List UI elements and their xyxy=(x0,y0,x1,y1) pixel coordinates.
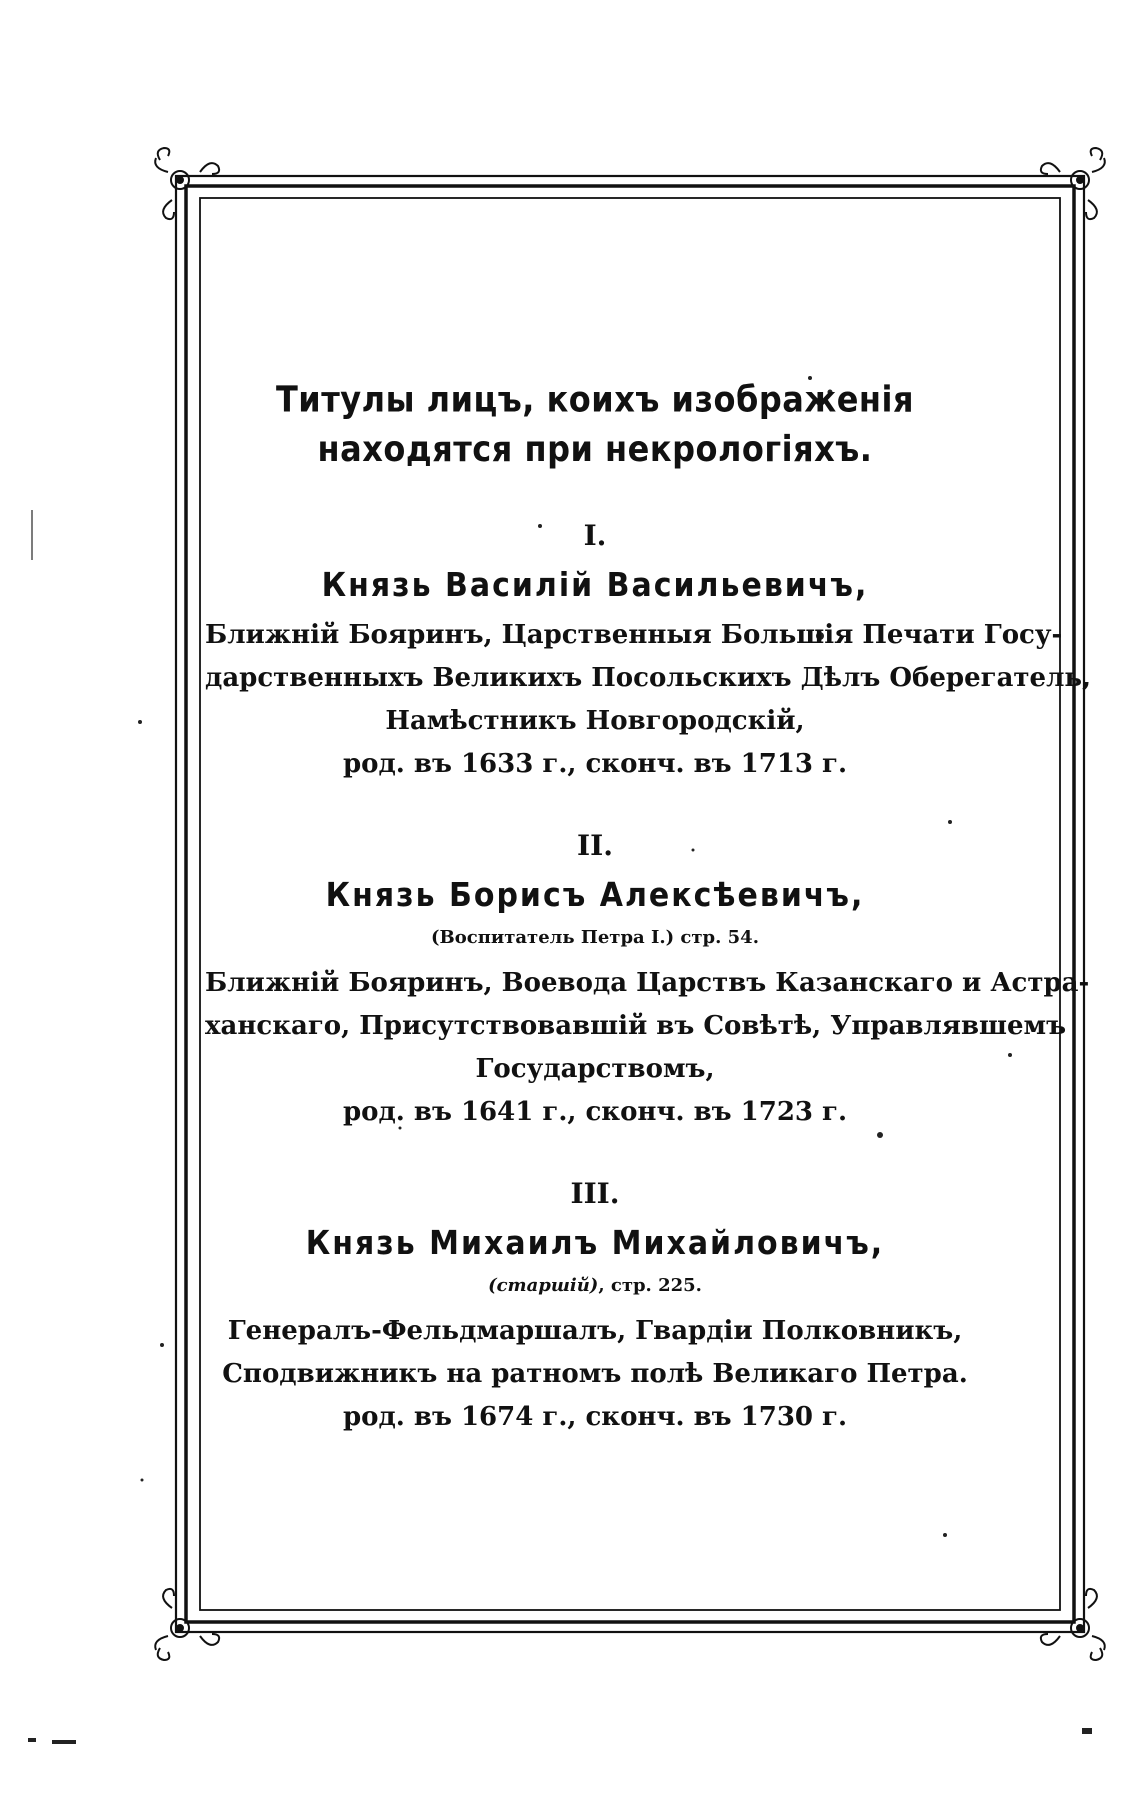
entry-description xyxy=(205,962,1090,1134)
description-line: Сподвижникъ на ратномъ полѣ Великаго Петра. xyxy=(222,1359,968,1389)
life-dates: род. въ 1641 г., сконч. въ 1723 г. xyxy=(342,1097,848,1127)
entry-name: Князь Василій Васильевичъ, xyxy=(321,566,869,605)
entry-1 xyxy=(205,518,1092,786)
page-title xyxy=(205,375,985,474)
description-line: ханскаго, Присутствовавшій въ Совѣтѣ, Управлявшемъ xyxy=(205,1011,1067,1041)
entry-note xyxy=(205,1270,985,1302)
description-line: Генералъ-Фельдмаршалъ, Гвардіи Полковникъ, xyxy=(227,1316,963,1346)
entry-name: Князь Михаилъ Михайловичъ, xyxy=(305,1224,885,1263)
entry-description xyxy=(205,1310,985,1439)
description-line: Намѣстникъ Новгородскій, xyxy=(385,706,805,736)
note-page: , стр. 225. xyxy=(598,1275,702,1296)
life-dates: род. въ 1633 г., сконч. въ 1713 г. xyxy=(342,749,848,779)
entry-numeral: II. xyxy=(577,829,613,862)
entry-numeral: I. xyxy=(583,519,607,552)
title-line-2: находятся при некрологіяхъ. xyxy=(317,427,873,470)
description-line: Ближній Бояринъ, Царственныя Большія Печати Госу- xyxy=(205,620,1063,650)
entry-3 xyxy=(205,1176,985,1439)
page-content xyxy=(205,378,1092,1439)
entry-note: (Воспитатель Петра I.) стр. 54. xyxy=(431,927,759,948)
entry-description xyxy=(205,614,1092,786)
note-italic: (старшій) xyxy=(488,1275,599,1296)
title-line-1: Титулы лицъ, коихъ изображенія xyxy=(275,378,915,421)
life-dates: род. въ 1674 г., сконч. въ 1730 г. xyxy=(342,1402,848,1432)
description-line: дарственныхъ Великихъ Посольскихъ Дѣлъ Оберегатель, xyxy=(205,663,1092,693)
description-line: Государствомъ, xyxy=(475,1054,715,1084)
entry-name: Князь Борисъ Алексѣевичъ, xyxy=(325,876,865,915)
entry-numeral: III. xyxy=(570,1177,620,1210)
description-line: Ближній Бояринъ, Воевода Царствъ Казанскаго и Астра- xyxy=(205,968,1090,998)
entry-2 xyxy=(205,828,1090,1134)
